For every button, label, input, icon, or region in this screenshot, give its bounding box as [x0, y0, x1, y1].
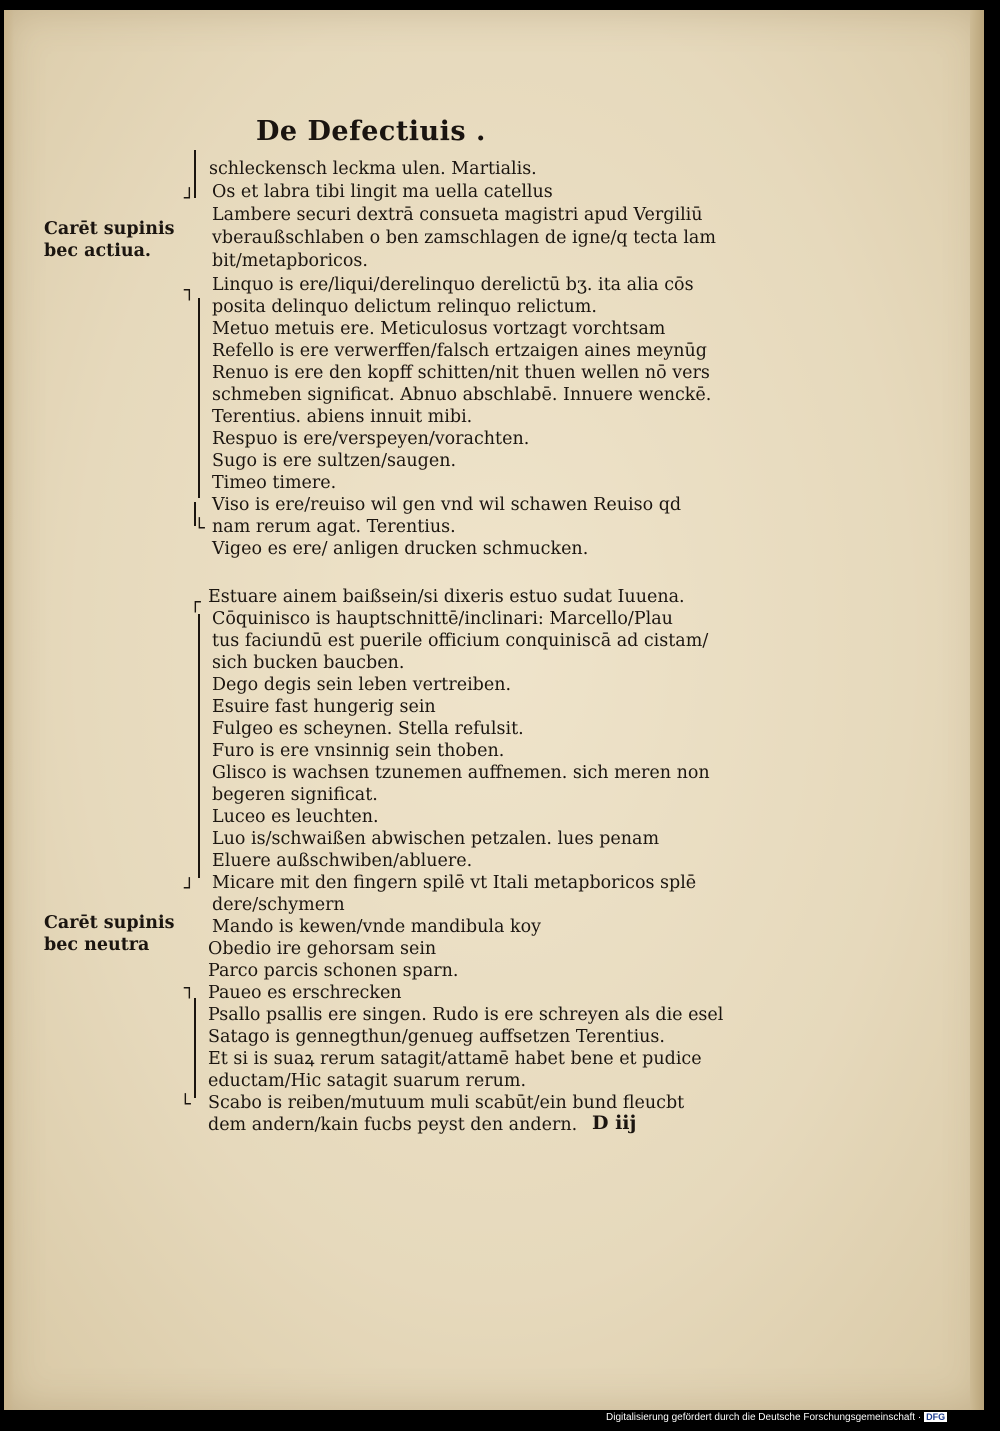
- text-line: dere/schymern: [212, 895, 345, 915]
- text-line: begeren significat.: [212, 785, 378, 805]
- running-header: De Defectiuis .: [256, 116, 486, 147]
- text-line: Viso is ere/reuiso wil gen vnd wil schawen Reuiso qd: [212, 495, 682, 515]
- text-line: Eluere außschwiben/abluere.: [212, 851, 473, 871]
- text-line: Fulgeo es scheynen. Stella refulsit.: [212, 719, 524, 739]
- text-line: Et si is suaꝝ rerum satagit/attamē habet bene et pudice: [208, 1049, 702, 1069]
- text-line: Os et labra tibi lingit ma uella catellus: [212, 182, 553, 202]
- text-line: Respuo is ere/verspeyen/vorachten.: [212, 429, 530, 449]
- text-line: Refello is ere verwerffen/falsch ertzaigen aines meynūg: [212, 341, 708, 361]
- text-line: schmeben significat. Abnuo abschlabē. Innuere wenckē.: [212, 385, 712, 405]
- text-line: Parco parcis schonen sparn.: [208, 961, 459, 981]
- text-line: schleckensch leckma ulen. Martialis.: [209, 159, 537, 179]
- bracket-hook-3: └: [194, 518, 205, 539]
- text-line: Micare mit den fingern spilē vt Itali metapboricos splē: [212, 873, 697, 893]
- text-line: Metuo metuis ere. Meticulosus vortzagt vorchtsam: [212, 319, 666, 339]
- text-line: Obedio ire gehorsam sein: [208, 939, 437, 959]
- text-line: bit/metapboricos.: [212, 251, 368, 271]
- bracket-hook-2: ┐: [184, 280, 195, 301]
- text-line: posita delinquo delictum relinquo relictum.: [212, 297, 597, 317]
- text-line: Renuo is ere den kopff schitten/nit thuen wellen nō vers: [212, 363, 710, 383]
- bracket-hook-5: ┘: [184, 878, 195, 899]
- text-line: Psallo psallis ere singen. Rudo is ere schreyen als die esel: [208, 1005, 724, 1025]
- text-line: Sugo is ere sultzen/saugen.: [212, 451, 457, 471]
- text-line: Cōquinisco is hauptschnittē/inclinari: Marcello/Plau: [212, 609, 673, 629]
- text-line: dem andern/kain fucbs peyst den andern.: [208, 1115, 578, 1135]
- bracket-hook-1: ┘: [184, 188, 195, 209]
- text-line: tus faciundū est puerile officium conquiniscā ad cistam/: [212, 631, 709, 651]
- text-line: sich bucken baucben.: [212, 653, 405, 673]
- text-line: Lambere securi dextrā consueta magistri apud Vergiliū: [212, 205, 703, 225]
- text-line: Dego degis sein leben vertreiben.: [212, 675, 512, 695]
- text-line: Linquo is ere/liqui/derelinquo derelictū bʒ. ita alia cōs: [212, 275, 694, 295]
- text-line: Furo is ere vnsinnig sein thoben.: [212, 741, 505, 761]
- text-line: Satago is gennegthun/genueg auffsetzen Terentius.: [208, 1027, 665, 1047]
- bracket-hook-7: └: [180, 1094, 191, 1115]
- text-line: Luo is/schwaißen abwischen petzalen. lues penam: [212, 829, 660, 849]
- dfg-logo: DFG: [926, 1412, 946, 1422]
- text-line: Timeo timere.: [212, 473, 337, 493]
- footer-credit: [606, 1412, 947, 1423]
- text-line: eductam/Hic satagit suarum rerum.: [208, 1071, 527, 1091]
- text-line: Esuire fast hungerig sein: [212, 697, 436, 717]
- catchword: D iij: [592, 1112, 637, 1134]
- bracket-hook-6: ┐: [184, 978, 195, 999]
- margin-note-actiua: Carēt supinis bec actiua.: [44, 219, 175, 261]
- text-line: Vigeo es ere/ anligen drucken schmucken.: [212, 539, 589, 559]
- text-line: Paueo es erschrecken: [208, 983, 402, 1003]
- text-line: nam rerum agat. Terentius.: [212, 517, 456, 537]
- text-line: vberaußschlaben o ben zamschlagen de igne/q tecta lam: [212, 228, 716, 248]
- book-page: [4, 10, 984, 1410]
- margin-note-neutra: Carēt supinis bec neutra: [44, 913, 175, 955]
- bracket-hook-4: ┌: [190, 592, 201, 613]
- text-line: Luceo es leuchten.: [212, 807, 379, 827]
- text-line: Estuare ainem baißsein/si dixeris estuo sudat Iuuena.: [208, 587, 685, 607]
- text-line: Scabo is reiben/mutuum muli scabūt/ein bund fleucbt: [208, 1093, 685, 1113]
- text-line: Glisco is wachsen tzunemen auffnemen. sich meren non: [212, 763, 710, 783]
- text-block: [4, 10, 984, 1410]
- text-line: Terentius. abiens innuit mibi.: [212, 407, 473, 427]
- footer-text: Digitalisierung gefördert durch die Deutsche Forschungsgemeinschaft ·: [606, 1412, 922, 1423]
- text-line: Mando is kewen/vnde mandibula koy: [212, 917, 541, 937]
